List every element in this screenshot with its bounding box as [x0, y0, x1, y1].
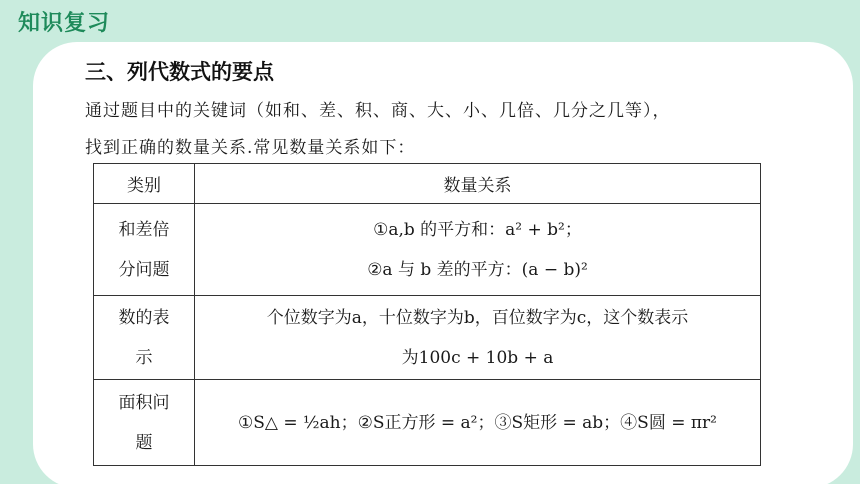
relation-line: ②a 与 b 差的平方：(a − b)² — [367, 259, 588, 280]
section-title: 三、列代数式的要点 — [85, 60, 274, 84]
relation-line: 为100c + 10b + a — [401, 347, 554, 368]
category-line: 题 — [135, 432, 153, 453]
relation-cell — [195, 204, 761, 296]
relation-line: 个位数字为a，十位数字为b，百位数字为c，这个数表示 — [266, 307, 689, 328]
table-row — [94, 204, 761, 296]
header-category: 类别 — [94, 164, 195, 204]
category-cell — [94, 380, 195, 466]
relation-cell — [195, 380, 761, 466]
category-line: 示 — [135, 347, 153, 368]
table-row — [94, 380, 761, 466]
category-cell — [94, 204, 195, 296]
table-header-row — [94, 164, 761, 204]
category-line: 分问题 — [118, 259, 170, 280]
page-header-title: 知识复习 — [18, 11, 111, 36]
intro-line-2: 找到正确的数量关系.常见数量关系如下： — [85, 138, 416, 158]
relation-cell — [195, 296, 761, 380]
relation-line: ①a,b 的平方和：a² + b²； — [373, 219, 582, 240]
table-row — [94, 296, 761, 380]
category-cell — [94, 296, 195, 380]
relation-line: ①S△ = ½ah；②S正方形 = a²；③S矩形 = ab；④S圆 = πr² — [238, 412, 717, 433]
category-line: 和差倍 — [118, 219, 170, 240]
quantity-relation-table — [93, 163, 761, 466]
category-line: 数的表 — [118, 307, 170, 328]
category-line: 面积问 — [118, 392, 170, 413]
header-relation: 数量关系 — [195, 164, 761, 204]
intro-line-1: 通过题目中的关键词（如和、差、积、商、大、小、几倍、几分之几等）， — [85, 101, 671, 121]
